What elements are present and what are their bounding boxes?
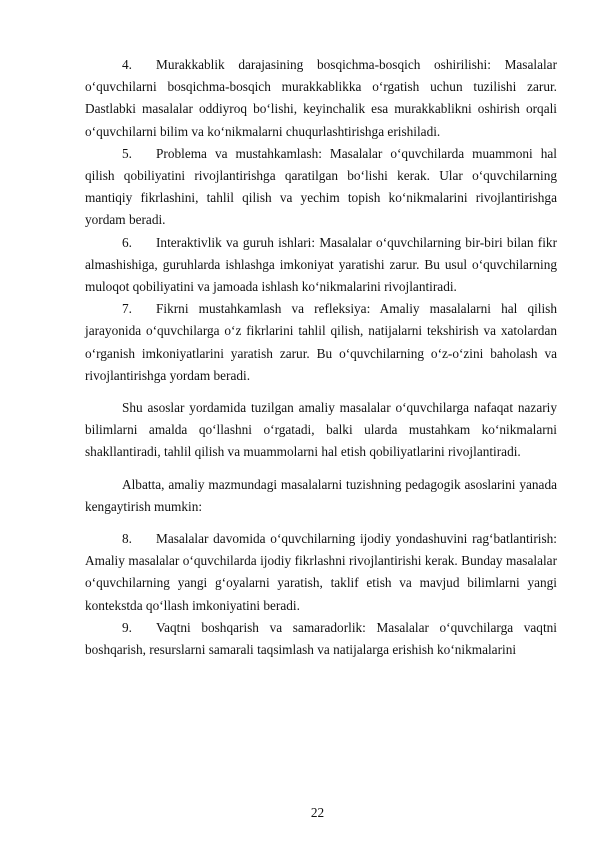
- document-page: [85, 54, 557, 661]
- page-number: 22: [310, 805, 325, 820]
- list-item-number: 7.: [122, 301, 132, 317]
- list-item-5: [85, 143, 557, 232]
- paragraph-summary: Shu asoslar yordamida tuzilgan amaliy masalalar o‘quvchilarga nafaqat nazariy bilimlarni amalda qo‘llashni o‘rgatadi, balki ularda mustahkam ko‘nikmalarni shakllantiradi, tahlil qilish va muammolarni hal etish qobiliyatlarini rivojlantiradi.: [85, 400, 557, 460]
- list-item-number: 8.: [122, 531, 132, 547]
- list-item-text: Murakkablik darajasining bosqichma-bosqich oshirilishi: Masalalar o‘quvchilarni bosqichma-bosqich murakkablikka o‘rgatish uchun tuzilishi zarur. Dastlabki masalalar oddiyroq bo‘lishi, keyinchalik esa murakkablikni oshirish orqali o‘quvchilarni bilim va ko‘nikmalarni chuqurlashtirishga erishiladi.: [85, 57, 557, 139]
- list-item-text: Masalalar davomida o‘quvchilarning ijodiy yondashuvini rag‘batlantirish: Amaliy masalalar o‘quvchilarda ijodiy fikrlashni rivojlantirishi kerak. Bunday masalalar o‘quvchilarning yangi g‘oyalarni yaratish, taklif etish va mavjud bilimlarni yangi kontekstda qo‘llash imkoniyatini beradi.: [85, 531, 557, 613]
- list-item-text: Vaqtni boshqarish va samaradorlik: Masalalar o‘quvchilarga vaqtni boshqarish, resurslarni samarali taqsimlash va natijalarga erishish ko‘nikmalarini: [85, 619, 557, 658]
- paragraph-intro: Albatta, amaliy mazmundagi masalalarni tuzishning pedagogik asoslarini yanada kengaytirish mumkin:: [85, 476, 557, 514]
- list-item-number: 5.: [122, 145, 132, 161]
- list-item-text: Problema va mustahkamlash: Masalalar o‘quvchilarda muammoni hal qilish qobiliyatini rivojlantirishga qaratilgan bo‘lishi kerak. Ular o‘quvchilarning mantiqiy fikrlashini, tahlil qilish va yechim topish ko‘nikmalarini rivojlantirishga yordam beradi.: [85, 145, 557, 228]
- list-item-6: [85, 232, 557, 299]
- list-item-9: [85, 617, 557, 661]
- list-item-number: 6.: [122, 234, 132, 250]
- list-item-number: 4.: [122, 57, 132, 72]
- list-item-text: Interaktivlik va guruh ishlari: Masalalar o‘quvchilarning bir-biri bilan fikr almashishiga, guruhlarda ishlashga imkoniyat yaratishi zarur. Bu usul o‘quvchilarning muloqot qobiliyatini va jamoada ishlash ko‘nikmalarini rivojlantiradi.: [85, 234, 557, 295]
- list-item-7: [85, 298, 557, 387]
- list-item-text: Fikrni mustahkamlash va refleksiya: Amaliy masalalarni hal qilish jarayonida o‘quvchilarga o‘z fikrlarini tahlil qilish, natijalarni tekshirish va xatolardan o‘rganish imkoniyatlarini yaratish zarur. Bu o‘quvchilarning o‘z-o‘zini baholash va rivojlantirishga yordam beradi.: [85, 301, 557, 383]
- list-item-8: [85, 528, 557, 617]
- list-item-number: 9.: [122, 619, 132, 635]
- list-item-4: [85, 54, 557, 143]
